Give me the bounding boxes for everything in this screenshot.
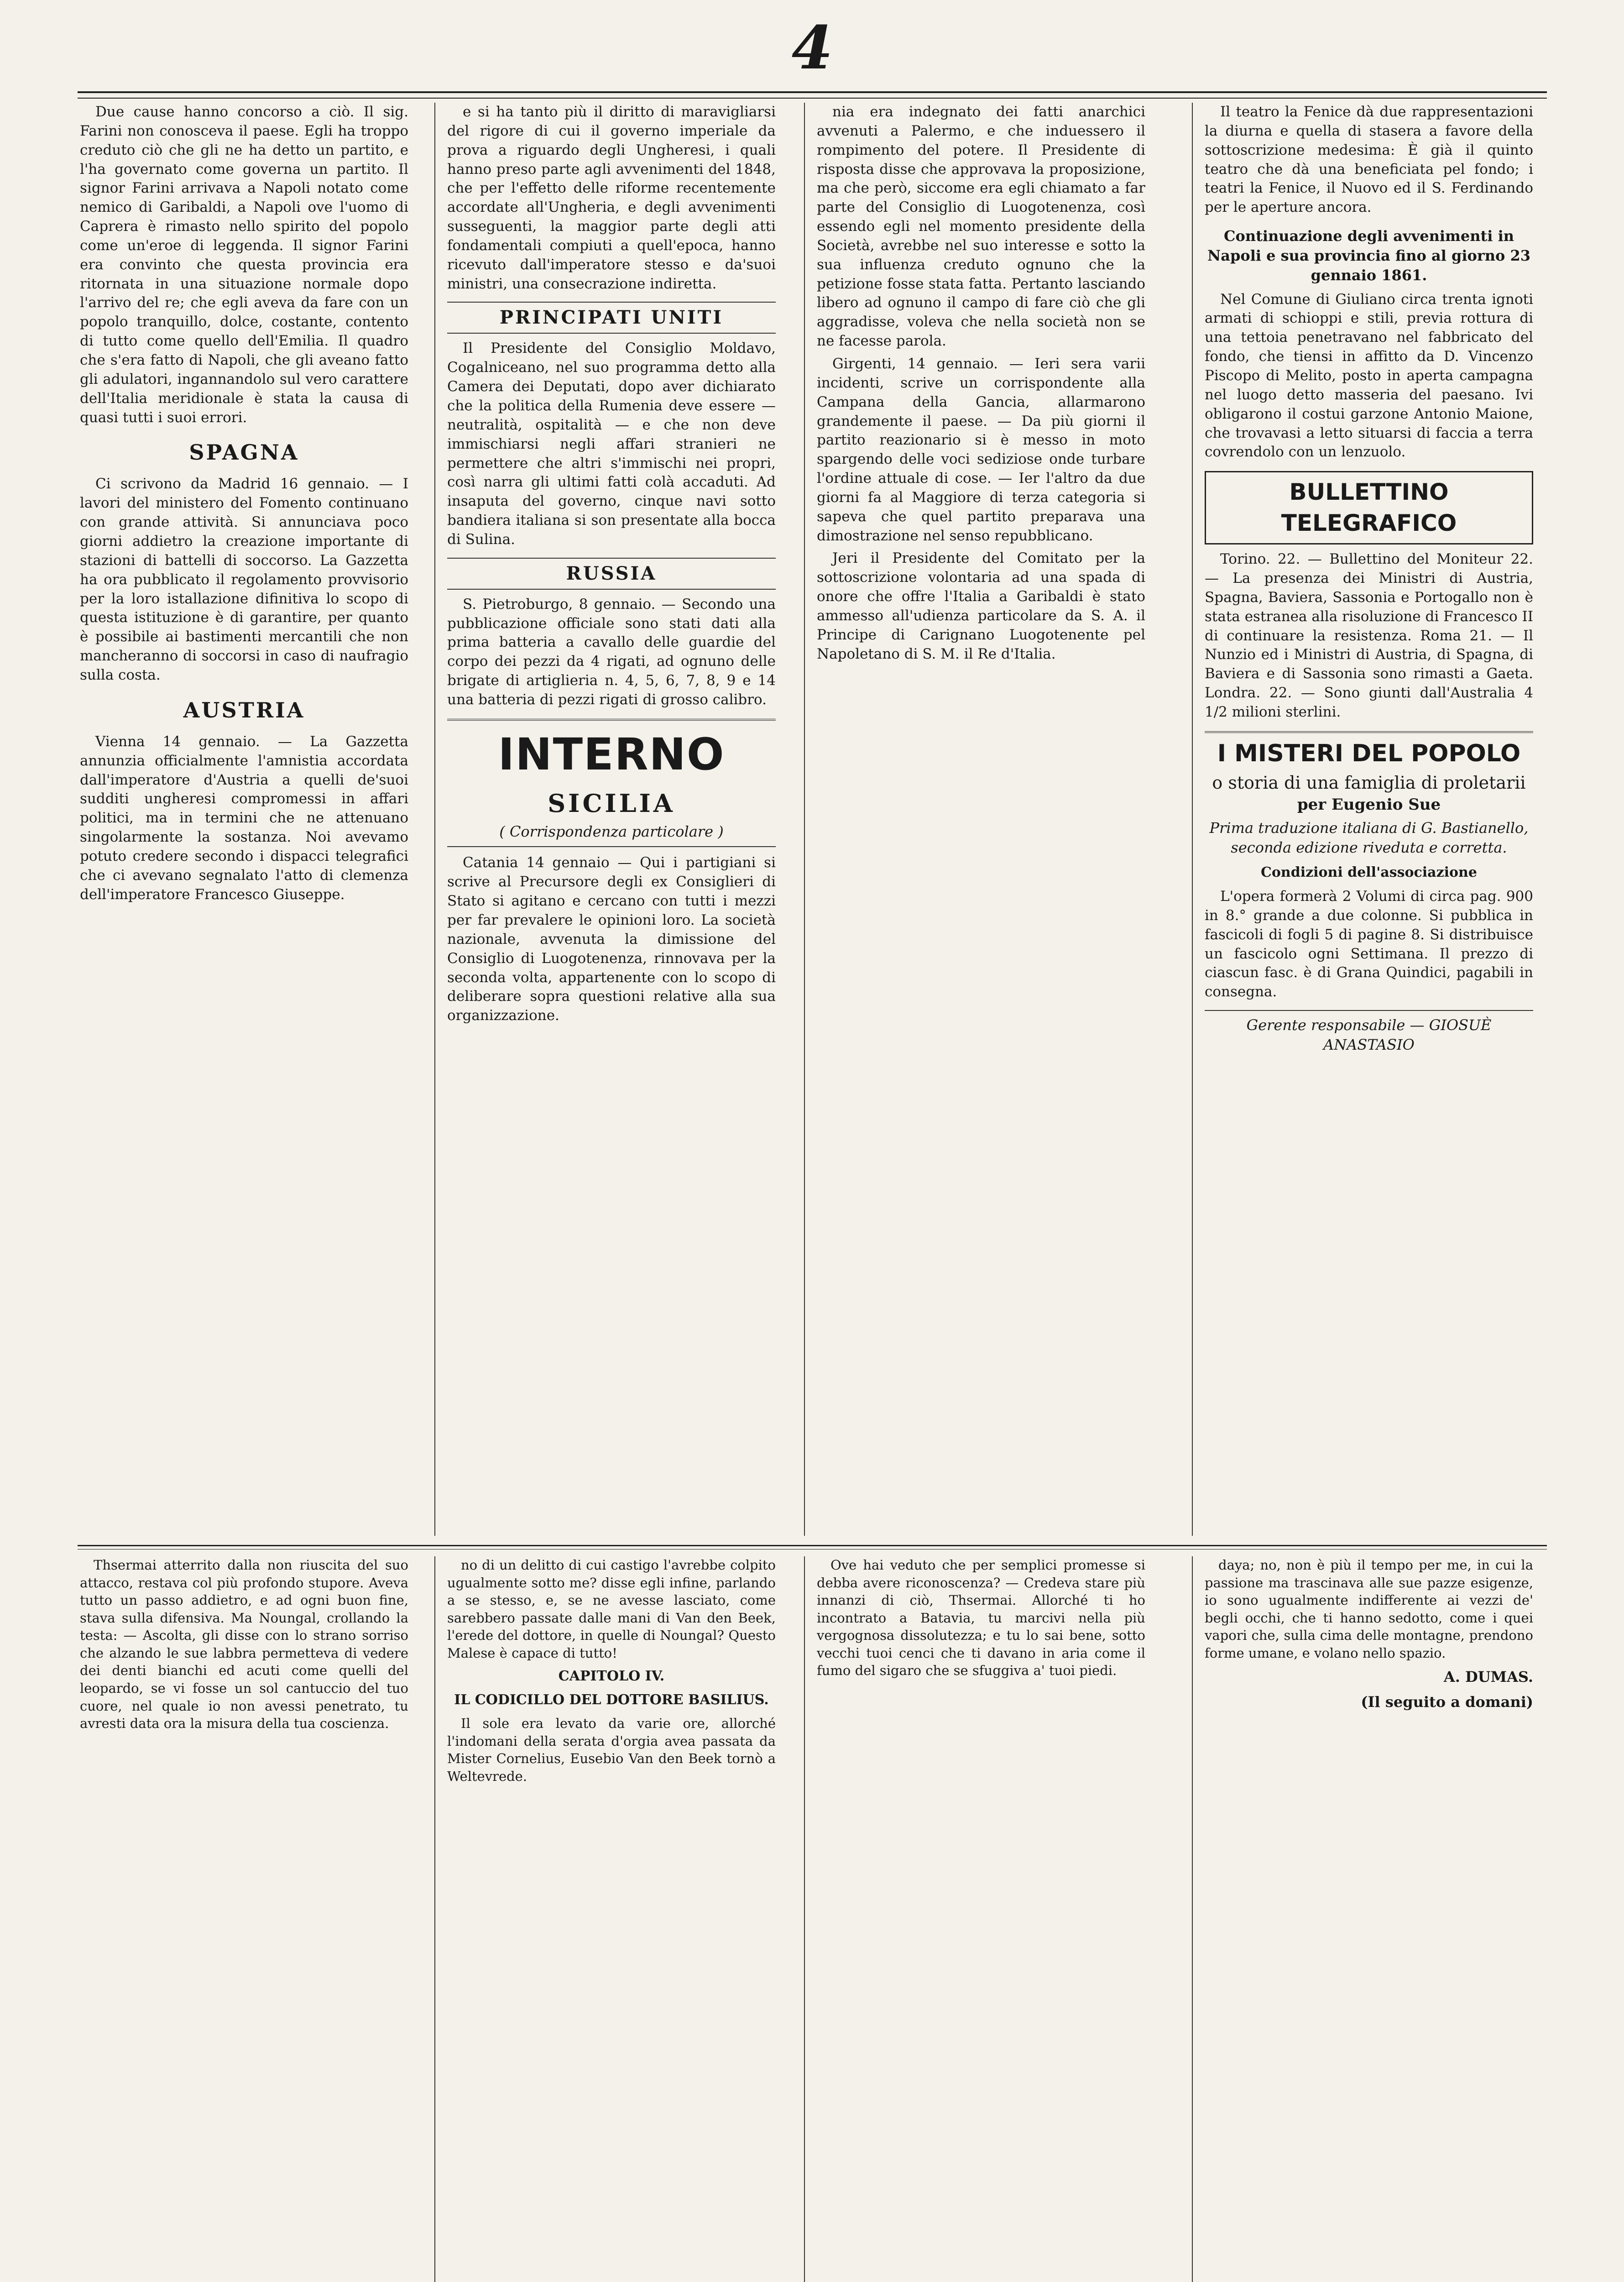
- column-4: [1205, 103, 1533, 1536]
- interno-heading: INTERNO: [447, 719, 776, 785]
- feuilleton-text: Thsermai atterrito dalla non riuscita del suo attacco, restava col più profondo stupore. Aveva tutto un passo addietro, e ad ogni buon fine, stava sulla difensiva. Ma Noungal, crollando la testa: — Ascolta, gli disse con lo strano sorriso che alzando le sue labbra permetteva di vedere dei denti bianchi ed acuti come quelli del leopardo, se vi fosse un sol cantuccio del tuo cuore, nel quale io non avessi penetrato, tu avresti data ora la misura della tua coscienza.: [80, 1557, 408, 1732]
- column-divider: [434, 1556, 435, 2282]
- col1-intro: Due cause hanno concorso a ciò. Il sig. Farini non conosceva il paese. Egli ha troppo creduto ciò che gli ne ha detto un partito, e l'ha governato come governa un partito. Il signor Farini arrivava a Napoli notato come nemico di Garibaldi, a Napoli ove l'uomo di Caprera è rimasto nello spirito del popolo come un'eroe di leggenda. Il signor Farini era convinto che questa provincia era ritornata in una situazione normale dopo l'arrivo del re; che egli aveva da fare con un popolo tranquillo, dolce, costante, contento di tutto come quello dell'Emilia. Il quadro che s'era fatto di Napoli, che gli aveano fatto gli adulatori, ingannandolo sul vero carattere dell'Italia meridionale è stata la causa di quasi tutti i suoi errori.: [80, 104, 408, 426]
- misteri-translation: Prima traduzione italiana di G. Bastianello, seconda edizione riveduta e corretta.: [1209, 819, 1529, 857]
- feuilleton-text: no di un delitto di cui castigo l'avrebbe colpito ugualmente sotto me? disse egli infine, parlando a se stesso, e, se ne avesse lasciato, come sarebbero passate dalle mani di Van den Beek, l'erede del dottore, in quelle di Noungal? Questo Malese è capace di tutto!: [447, 1557, 776, 1661]
- feuilleton-column-3: [817, 1556, 1145, 2282]
- codicillo-heading: IL CODICILLO DEL DOTTORE BASILIUS.: [454, 1692, 769, 1708]
- principati-heading: PRINCIPATI UNITI: [447, 302, 776, 334]
- column-divider: [434, 103, 435, 1536]
- feuilleton-text: Il sole era levato da varie ore, allorché l'indomani della serata d'orgia avea passata da Mister Cornelius, Eusebio Van den Beek tornò a Weltevrede.: [447, 1716, 776, 1784]
- russia-heading: RUSSIA: [447, 558, 776, 590]
- misteri-author: per Eugenio Sue: [1297, 796, 1441, 814]
- spagna-article: Ci scrivono da Madrid 16 gennaio. — I lavori del ministero del Fomento continuano con grande attività. Si annunciava poco giorni addietro la creazione importante di stazioni di battelli di soccorso. La Gazzetta ha ora pubblicato il regolamento provvisorio per la loro istallazione difinitiva lo scopo di questa istituzione è di garantire, per quanto è possibile ai bastimenti mercantili che non mancheranno di soccorsi in caso di naufragio sulla costa.: [80, 476, 408, 683]
- capitolo-heading: CAPITOLO IV.: [558, 1668, 665, 1685]
- feuilleton-column-2: [447, 1556, 776, 2282]
- to-be-continued: (Il seguito a domani): [1361, 1693, 1533, 1711]
- column-divider: [1192, 1556, 1193, 2282]
- page-number: 4: [791, 13, 833, 83]
- column-divider: [804, 103, 805, 1536]
- author-signature: A. DUMAS.: [1443, 1668, 1533, 1686]
- col3-intro: nia era indegnato dei fatti anarchici avvenuti a Palermo, e che induessero il rompimento del potere. Il Presidente di risposta disse che approvava la proposizione, ma che però, siccome era egli chiamato a far parte del Consiglio di Luogotenenza, così essendo egli nel momento presidente della Società, avrebbe nel suo interesse e sotto la sua influenza creduto ognuno che la petizione fosse stata fatta. Pertanto lasciando libero ad ognuno il campo di fare ciò che gli aggradisse, voleva che nella società non se ne facesse parola.: [817, 104, 1145, 350]
- gerente-line: Gerente responsabile — GIOSUÈ ANASTASIO: [1205, 1010, 1533, 1055]
- bullettino-article: Torino. 22. — Bullettino del Moniteur 22. — La presenza dei Ministri di Austria, Spagna, Baviera, Sassonia e Portogallo non è stata estranea alla risoluzione di Francesco II di continuare la resistenza. Roma 21. — Il Nunzio ed i Ministri di Austria, di Spagna, di Baviera e di Sassonia sono rimasti a Gaeta. Londra. 22. — Sono giunti dall'Australia 4 1/2 milioni sterlini.: [1205, 551, 1533, 720]
- russia-article: S. Pietroburgo, 8 gennaio. — Secondo una pubblicazione officiale sono stati dati alla prima batteria a cavallo delle guardie del corpo dei pezzi da 4 rigati, ad ognuno delle brigate di artiglieria n. 4, 5, 6, 7, 8, 9 e 14 una batteria di pezzi rigati di grosso calibro.: [447, 596, 776, 708]
- principati-article: Il Presidente del Consiglio Moldavo, Cogalniceano, nel suo programma detto alla Camera dei Deputati, dopo aver dichiarato che la politica della Rumenia deve essere — neutralità, ospitalità — e che non deve immischiarsi negli affari stranieri ne permettere che altri s'immischi nei propri, così narra gli ultimi fatti colà accaduti. Ad insaputa del governo, cinque navi sotto bandiera italiana si son presentate alla bocca di Sulina.: [447, 340, 776, 548]
- column-2: [447, 103, 776, 1536]
- sicilia-article: Catania 14 gennaio — Qui i partigiani si scrive al Precursore degli ex Consiglieri di Stato si agitano e cercano con tutti i mezzi per far prevalere le opinioni loro. La società nazionale, avvenuta la dimissione del Consiglio di Luogotenenza, rinnovava per la seconda volta, appartenente con lo scopo di deliberare sopra questioni relative alla sua organizzazione.: [447, 854, 776, 1024]
- condizioni-text: L'opera formerà 2 Volumi di circa pag. 900 in 8.° grande a due colonne. Si pubblica in fascicoli di fogli 5 di pagine 8. Si distribuisce un fascicolo ogni Settimana. Il prezzo di ciascun fasc. è di Grana Quindici, pagabili in consegna.: [1205, 888, 1533, 1000]
- header-rule: [78, 91, 1547, 99]
- girgenti-article: Girgenti, 14 gennaio. — Ieri sera varii incidenti, scrive un corrispondente alla Campana della Gancia, allarmarono grandemente il paese. — Da più giorni il partito reazionario si è messo in moto spargendo delle voci sediziose onde turbare l'ordine attuale di cose. — Ier l'altro da due giorni fa al Maggiore di terza categoria si sapeva che quel partito preparava una dimostrazione nel senso repubblicano.: [817, 355, 1145, 544]
- column-1: [80, 103, 408, 1536]
- condizioni-heading: Condizioni dell'associazione: [1261, 864, 1477, 880]
- sicilia-heading: SICILIA: [548, 789, 675, 818]
- col2-intro: e si ha tanto più il diritto di maravigliarsi del rigore di cui il governo imperiale da prova a riguardo degli Ungheresi, i quali hanno preso parte agli avvenimenti del 1848, che per l'effetto delle riforme recentemente accordate all'Ungheria, e degli avvenimenti susseguenti, la maggior parte degli atti fondamentali compiuti a quell'epoca, hanno ricevuto dall'imperatore stesso e da'suoi ministri, una consecrazione indiretta.: [447, 104, 776, 292]
- column-divider: [804, 1556, 805, 2282]
- feuilleton-text: Ove hai veduto che per semplici promesse si debba avere riconoscenza? — Credeva stare più innanzi di ciò, Thsermai. Allorché ti ho incontrato a Batavia, tu marcivi nella più vergognosa dissolutezza; e tu lo sai bene, sotto vecchi tuoi cenci che ti davano in aria come il fumo del sigaro che se sfuggiva a' tuoi piedi.: [817, 1557, 1145, 1679]
- feuilleton-column-1: [80, 1556, 408, 2282]
- misteri-heading: I MISTERI DEL POPOLO: [1205, 731, 1533, 769]
- napoli-heading: Continuazione degli avvenimenti in Napoli e sua provincia fino al giorno 23 gennaio 1861.: [1207, 227, 1530, 284]
- column-divider: [1192, 103, 1193, 1536]
- austria-article: Vienna 14 gennaio. — La Gazzetta annunzia officialmente l'amnistia accordata dall'imperatore d'Austria a quelli de'suoi sudditi ungheresi compromessi in affari politici, ma in termini che ne attenuano singolarmente la sostanza. Noi avevamo potuto credere secondo i dispacci telegrafici che ci avevano segnalato l'atto di clemenza dell'imperatore Francesco Giuseppe.: [80, 733, 408, 903]
- feuilleton-text: daya; no, non è più il tempo per me, in cui la passione ma trascinava alle sue pazze esigenze, io sono ugualmente indifferente ai vezzi de' begli occhi, che ti hanno sedotto, come i quei vapori che, sulla cima delle montagne, prendono forme umane, e volano nello spazio.: [1205, 1557, 1533, 1661]
- sicilia-note: ( Corrispondenza particolare ): [447, 822, 776, 847]
- misteri-subtitle: o storia di una famiglia di proletarii: [1212, 773, 1526, 793]
- austria-heading: AUSTRIA: [183, 697, 305, 722]
- bullettino-heading: BULLETTINO TELEGRAFICO: [1205, 471, 1533, 544]
- column-3: [817, 103, 1145, 1536]
- napoli-article: Nel Comune di Giuliano circa trenta ignoti armati di schioppi e stili, previa rottura di una tettoia penetravano nel fabbricato del fondo, che tiensi in affitto da D. Vincenzo Piscopo di Melito, posto in aperta campagna nel luogo detto masseria del paesano. Ivi obligarono il costui garzone Antonio Maione, che trovavasi a letto situarsi di faccia a terra covrendolo con un lenzuolo.: [1205, 291, 1533, 461]
- jeri-article: Jeri il Presidente del Comitato per la sottoscrizione volontaria ad una spada di onore che offre l'Italia a Garibaldi è stato ammesso all'udienza particolare da S. A. il Principe di Carignano Luogotenente pel Napoletano di S. M. il Re d'Italia.: [817, 550, 1145, 662]
- spagna-heading: SPAGNA: [189, 440, 299, 465]
- col4-intro: Il teatro la Fenice dà due rappresentazioni la diurna e quella di stasera a favore della sottoscrizione medesima: È già il quinto teatro che dà una beneficiata pel fondo; i teatri la Fenice, il Nuovo ed il S. Ferdinando per le aperture ancora.: [1205, 104, 1533, 216]
- feuilleton-column-4: [1205, 1556, 1533, 2282]
- feuilleton-rule: [78, 1545, 1547, 1549]
